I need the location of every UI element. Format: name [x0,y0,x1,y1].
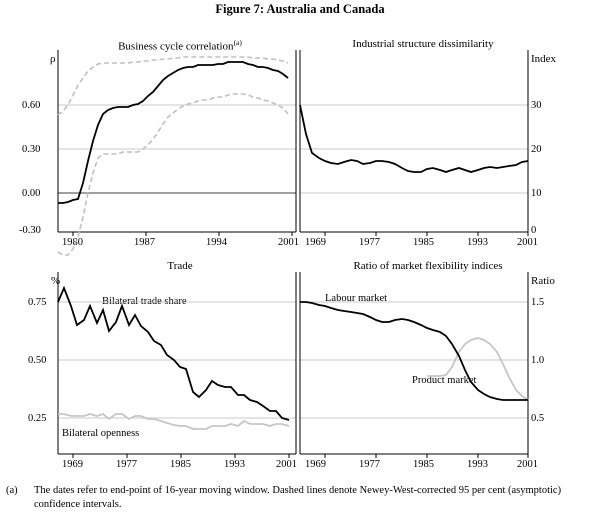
xtick-tr-2: 1985 [413,237,434,248]
figure-footnote [6,484,594,512]
footnote-text: The dates refer to end-point of 16-year moving window. Dashed lines denote Newey-West-corrected 95 per cent (asymptotic) confidence intervals. [34,485,562,510]
ytick-br-2: 0.5 [531,413,545,424]
panel-title-superscript: (a) [233,38,242,47]
axis-label-percent: % [51,275,61,287]
panel-title-business-cycle: Business cycle correlation$^{(a)}$ [118,38,242,53]
panel-title-industrial-structure: Industrial structure dissimilarity [352,38,494,50]
xtick-br-2: 1985 [413,459,434,470]
ytick-tl-3: -0.30 [19,225,41,236]
axis-label-rho: ρ [50,53,56,65]
xtick-bl-2: 1985 [170,459,191,470]
plot-top-right [300,50,528,236]
ytick-bl-0: 0.75 [28,297,47,308]
panel-title-market-flexibility: Ratio of market flexibility indices [353,260,503,272]
ytick-bl-1: 0.50 [28,355,47,366]
ytick-tl-2: 0.00 [22,188,41,199]
axis-label-ratio: Ratio [531,275,555,287]
plot-bottom-left [58,272,296,458]
series-label-product-market: Product market [412,375,477,386]
xtick-br-0: 1969 [305,459,326,470]
series-label-labour-market: Labour market [325,293,388,304]
xtick-tr-3: 1993 [467,237,488,248]
ytick-tl-0: 0.60 [22,100,41,111]
plot-bottom-right [300,272,528,458]
footnote-marker: (a) [6,485,18,496]
panel-title-trade: Trade [167,260,193,272]
ytick-tr-0: 30 [531,100,542,111]
ytick-tr-3: 0 [531,225,537,236]
xtick-bl-1: 1977 [116,459,137,470]
figure-title: Figure 7: Australia and Canada [215,2,385,16]
ytick-br-0: 1.5 [531,297,545,308]
xtick-br-3: 1993 [467,459,488,470]
xtick-tl-1: 1987 [134,237,155,248]
xtick-tl-0: 1980 [62,237,83,248]
xtick-br-1: 1977 [359,459,380,470]
xtick-tl-2: 1994 [206,237,227,248]
ytick-tr-1: 20 [531,144,542,155]
series-label-bilateral-trade-share: Bilateral trade share [102,296,187,307]
xtick-br-4: 2001 [517,459,538,470]
ytick-br-1: 1.0 [531,355,545,366]
ytick-bl-2: 0.25 [28,413,47,424]
xtick-bl-0: 1969 [62,459,83,470]
xtick-tr-4: 2001 [517,237,538,248]
xtick-bl-3: 1993 [224,459,245,470]
xtick-tl-3: 2001 [278,237,299,248]
plot-top-left [58,50,296,255]
xtick-bl-4: 2001 [276,459,297,470]
axis-label-index: Index [531,53,557,65]
xtick-tr-0: 1969 [305,237,326,248]
ytick-tl-1: 0.30 [22,144,41,155]
ytick-tr-2: 10 [531,188,542,199]
series-label-bilateral-openness: Bilateral openness [62,428,140,439]
xtick-tr-1: 1977 [359,237,380,248]
